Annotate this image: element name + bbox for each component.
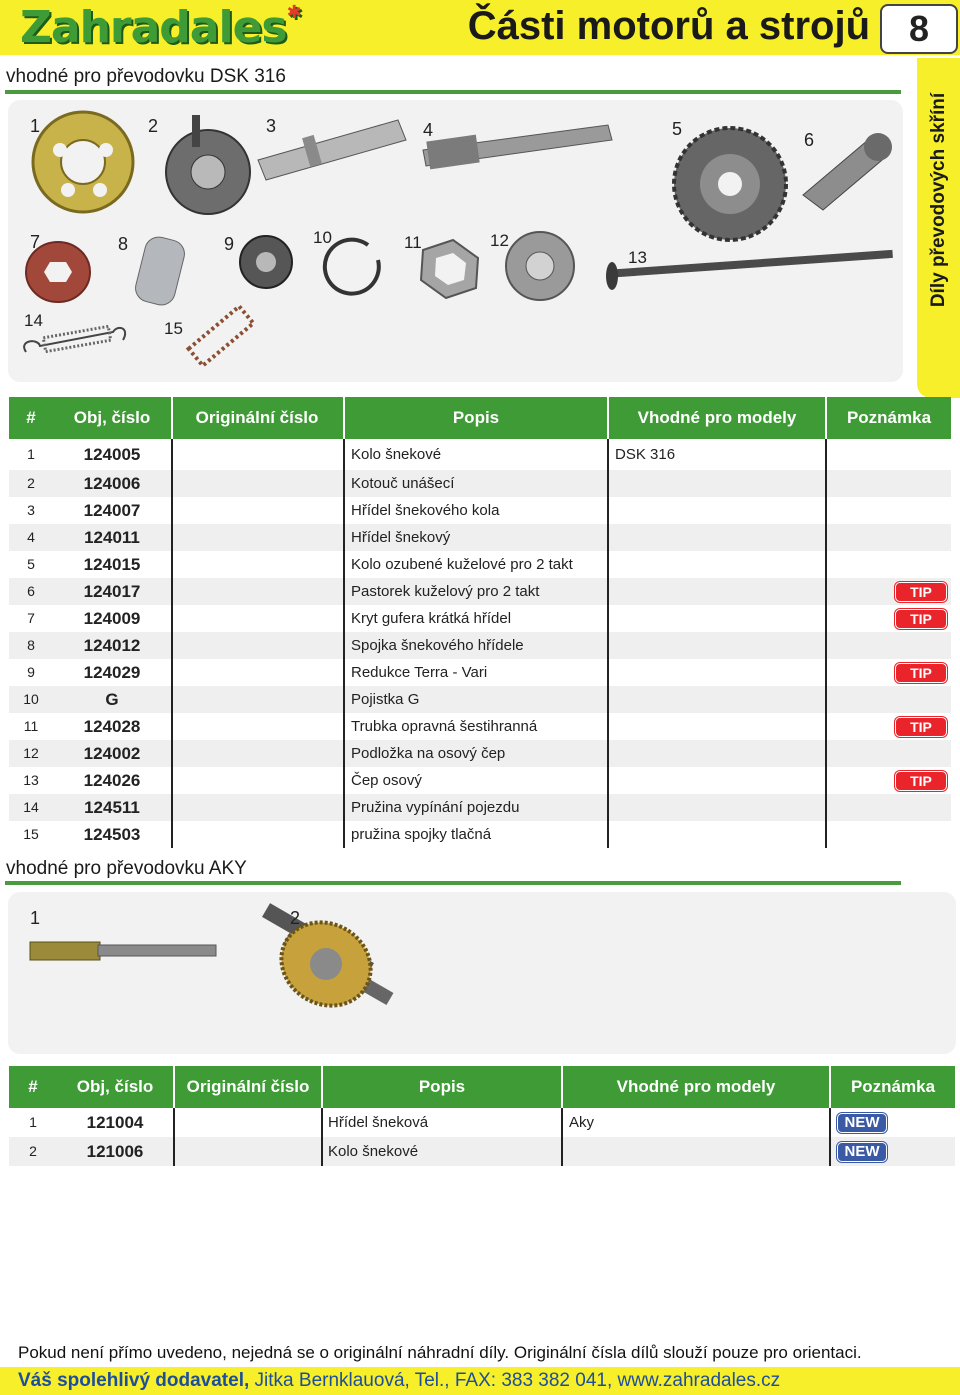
photo-label: 7 [30, 232, 41, 252]
tip-badge: TIP [895, 771, 947, 791]
order-number: 124009 [83, 609, 141, 628]
photo-label: 3 [266, 116, 277, 136]
tip-badge: TIP [895, 663, 947, 683]
photo-label: 14 [24, 311, 43, 330]
part-12-washer-image [506, 232, 574, 300]
logo-text: Zahradales [20, 2, 287, 53]
table-row [9, 1108, 955, 1137]
photo-label: 12 [490, 231, 509, 250]
part-11-hex-tube-image [421, 240, 478, 298]
photo-label: 10 [313, 228, 332, 247]
table-row [9, 632, 951, 659]
supplier-line [18, 1370, 780, 1392]
row-index: 12 [23, 745, 39, 761]
compatible-models [615, 713, 823, 740]
logo[interactable] [20, 2, 301, 53]
order-number: 121004 [86, 1113, 144, 1132]
section-divider [5, 881, 901, 885]
part-aky-1-worm-shaft-image [30, 942, 216, 960]
part-13-axle-pin-image [606, 250, 893, 290]
row-index: 15 [23, 826, 39, 842]
compatible-models [615, 821, 823, 848]
order-number: 124511 [84, 798, 140, 817]
row-index: 1 [29, 1114, 37, 1130]
order-number: 124002 [83, 744, 141, 763]
table-row [9, 578, 951, 605]
table-row [9, 1137, 955, 1166]
new-badge: NEW [837, 1142, 887, 1162]
part-description: Redukce Terra - Vari [351, 664, 488, 681]
part-9-reducer-image [240, 236, 292, 288]
part-description: Pojistka G [351, 691, 420, 708]
table-row [9, 470, 951, 497]
original-number [175, 605, 341, 632]
tip-badge: TIP [895, 609, 947, 629]
table-row [9, 740, 951, 767]
order-number: 124029 [83, 663, 141, 682]
part-1-worm-wheel-image [33, 112, 133, 212]
photo-label: 15 [164, 319, 183, 338]
compatible-models [615, 767, 823, 794]
order-number: G [105, 690, 119, 709]
col-header-obj: Obj, číslo [73, 408, 151, 427]
tip-badge: TIP [895, 582, 947, 602]
row-index: 5 [27, 556, 35, 572]
photo-label: 6 [804, 130, 815, 150]
order-number: 121006 [86, 1142, 144, 1161]
photo-label: 4 [423, 120, 434, 140]
tip-badge: TIP [895, 717, 947, 737]
disclaimer-note: Pokud není přímo uvedeno, nejedná se o originální náhradní díly. Originální čísla dílů slouží pouze pro orientaci. [18, 1343, 862, 1362]
supplier-contact[interactable]: Jitka Bernklauová, Tel., FAX: 383 382 041, www.zahradales.cz [249, 1370, 781, 1391]
part-description: Kolo šnekové [351, 446, 442, 463]
original-number [175, 821, 341, 848]
column-divider [171, 439, 173, 848]
parts-photo-dsk316 [8, 100, 903, 382]
row-index: 1 [27, 446, 35, 462]
column-divider [173, 1108, 175, 1166]
original-number [175, 659, 341, 686]
col-header-orig: Originální číslo [195, 408, 319, 427]
row-index: 10 [23, 691, 39, 707]
supplier-label: Váš spolehlivý dodavatel, [18, 1370, 250, 1391]
row-index: 14 [23, 799, 39, 815]
part-aky-2-worm-wheel-image [262, 903, 393, 1022]
col-header-index: # [28, 1077, 38, 1096]
order-number: 124006 [83, 474, 141, 493]
part-description: Hřídel šnekový [351, 529, 451, 546]
part-2-drive-disc-image [166, 115, 250, 214]
part-description: Kolo ozubené kuželové pro 2 takt [351, 556, 573, 573]
original-number [175, 439, 341, 470]
part-description: Pastorek kuželový pro 2 takt [351, 583, 540, 600]
col-header-orig: Originální číslo [186, 1077, 310, 1096]
compatible-models [615, 794, 823, 821]
row-index: 2 [29, 1143, 37, 1159]
part-6-pinion-image [803, 133, 892, 210]
page-number: 8 [880, 4, 958, 54]
part-10-circlip-image [325, 240, 379, 294]
maple-leaf-icon: ✱ [286, 2, 301, 23]
table-row [9, 767, 951, 794]
section-divider [5, 90, 901, 94]
photo-label: 9 [224, 234, 235, 254]
table-row [9, 524, 951, 551]
column-divider [561, 1108, 563, 1166]
compatible-models [569, 1137, 825, 1166]
original-number [175, 794, 341, 821]
photo-label: 1 [30, 908, 41, 928]
compatible-models [615, 740, 823, 767]
order-number: 124503 [83, 825, 141, 844]
part-description: Hřídel šneková [328, 1114, 429, 1131]
side-tab-label-box [917, 60, 960, 340]
original-number [175, 767, 341, 794]
photo-label: 2 [290, 908, 301, 928]
col-header-popis: Popis [418, 1077, 466, 1096]
column-divider [607, 439, 609, 848]
original-number [175, 470, 341, 497]
col-header-obj: Obj, číslo [76, 1077, 154, 1096]
compatible-models: DSK 316 [615, 446, 676, 463]
order-number: 124012 [83, 636, 141, 655]
part-3-shaft-image [258, 120, 406, 180]
order-number: 124005 [83, 445, 141, 464]
column-divider [321, 1108, 323, 1166]
original-number [175, 740, 341, 767]
original-number [175, 578, 341, 605]
part-description: Čep osový [351, 772, 422, 789]
table-row [9, 605, 951, 632]
part-15-pressure-spring-image [189, 306, 254, 365]
part-description: Pružina vypínání pojezdu [351, 799, 520, 816]
table-row [9, 821, 951, 848]
order-number: 124028 [83, 717, 141, 736]
row-index: 13 [23, 772, 39, 788]
table-row [9, 497, 951, 524]
parts-illustration [8, 892, 956, 1054]
compatible-models [615, 524, 823, 551]
table-row [9, 713, 951, 740]
part-8-coupling-image [133, 234, 188, 308]
original-number [175, 632, 341, 659]
table-row [9, 686, 951, 713]
order-number: 124011 [84, 528, 140, 547]
table-row [9, 659, 951, 686]
side-tab-label: Díly převodových skříní [927, 92, 949, 308]
order-number: 124017 [83, 582, 141, 601]
table-header [9, 1066, 955, 1108]
parts-table-aky [9, 1108, 955, 1166]
new-badge: NEW [837, 1113, 887, 1133]
table-row [9, 794, 951, 821]
section-title-dsk316: vhodné pro převodovku DSK 316 [6, 66, 286, 87]
photo-label: 11 [404, 233, 422, 252]
row-index: 4 [27, 529, 35, 545]
part-description: Trubka opravná šestihranná [351, 718, 538, 735]
part-description: Podložka na osový čep [351, 745, 506, 762]
col-header-note: Poznámka [850, 1077, 936, 1096]
photo-label: 1 [30, 116, 41, 136]
parts-illustration [8, 100, 903, 382]
original-number [177, 1108, 319, 1137]
compatible-models [615, 470, 823, 497]
column-divider [825, 439, 827, 848]
photo-label: 2 [148, 116, 159, 136]
part-description: Kryt gufera krátká hřídel [351, 610, 512, 627]
compatible-models [615, 551, 823, 578]
part-description: Kolo šnekové [328, 1143, 419, 1160]
compatible-models [615, 686, 823, 713]
compatible-models [615, 497, 823, 524]
part-description: Hřídel šnekového kola [351, 502, 500, 519]
part-description: Spojka šnekového hřídele [351, 637, 524, 654]
table-header [9, 397, 951, 439]
col-header-index: # [26, 408, 36, 427]
original-number [175, 713, 341, 740]
parts-table-dsk316 [9, 439, 951, 848]
original-number [175, 686, 341, 713]
col-header-note: Poznámka [846, 408, 932, 427]
parts-photo-aky [8, 892, 956, 1054]
photo-label: 5 [672, 119, 683, 139]
original-number [177, 1137, 319, 1166]
part-14-spring-image [24, 326, 125, 352]
compatible-models [615, 632, 823, 659]
original-number [175, 551, 341, 578]
part-description: pružina spojky tlačná [351, 826, 492, 843]
col-header-models: Vhodné pro modely [616, 1077, 776, 1096]
original-number [175, 524, 341, 551]
compatible-models: Aky [569, 1114, 595, 1131]
part-description: Kotouč unášecí [351, 475, 455, 492]
row-index: 6 [27, 583, 35, 599]
compatible-models [615, 659, 823, 686]
order-number: 124007 [83, 501, 141, 520]
compatible-models [615, 578, 823, 605]
original-number [175, 497, 341, 524]
row-index: 7 [27, 610, 35, 626]
compatible-models [615, 605, 823, 632]
column-divider [343, 439, 345, 848]
column-divider [829, 1108, 831, 1166]
row-index: 9 [27, 664, 35, 680]
part-4-worm-shaft-image [423, 125, 612, 169]
row-index: 3 [27, 502, 35, 518]
photo-label: 13 [628, 248, 647, 267]
table-row [9, 551, 951, 578]
part-5-bevel-gear-image [674, 128, 786, 240]
col-header-models: Vhodné pro modely [637, 408, 797, 427]
col-header-popis: Popis [452, 408, 500, 427]
section-title-aky: vhodné pro převodovku AKY [6, 858, 247, 879]
row-index: 2 [27, 475, 35, 491]
order-number: 124026 [83, 771, 141, 790]
row-index: 11 [23, 718, 39, 734]
photo-label: 8 [118, 234, 129, 254]
table-row [9, 439, 951, 470]
row-index: 8 [27, 637, 35, 653]
order-number: 124015 [83, 555, 141, 574]
page-title: Části motorů a strojů [467, 4, 870, 48]
